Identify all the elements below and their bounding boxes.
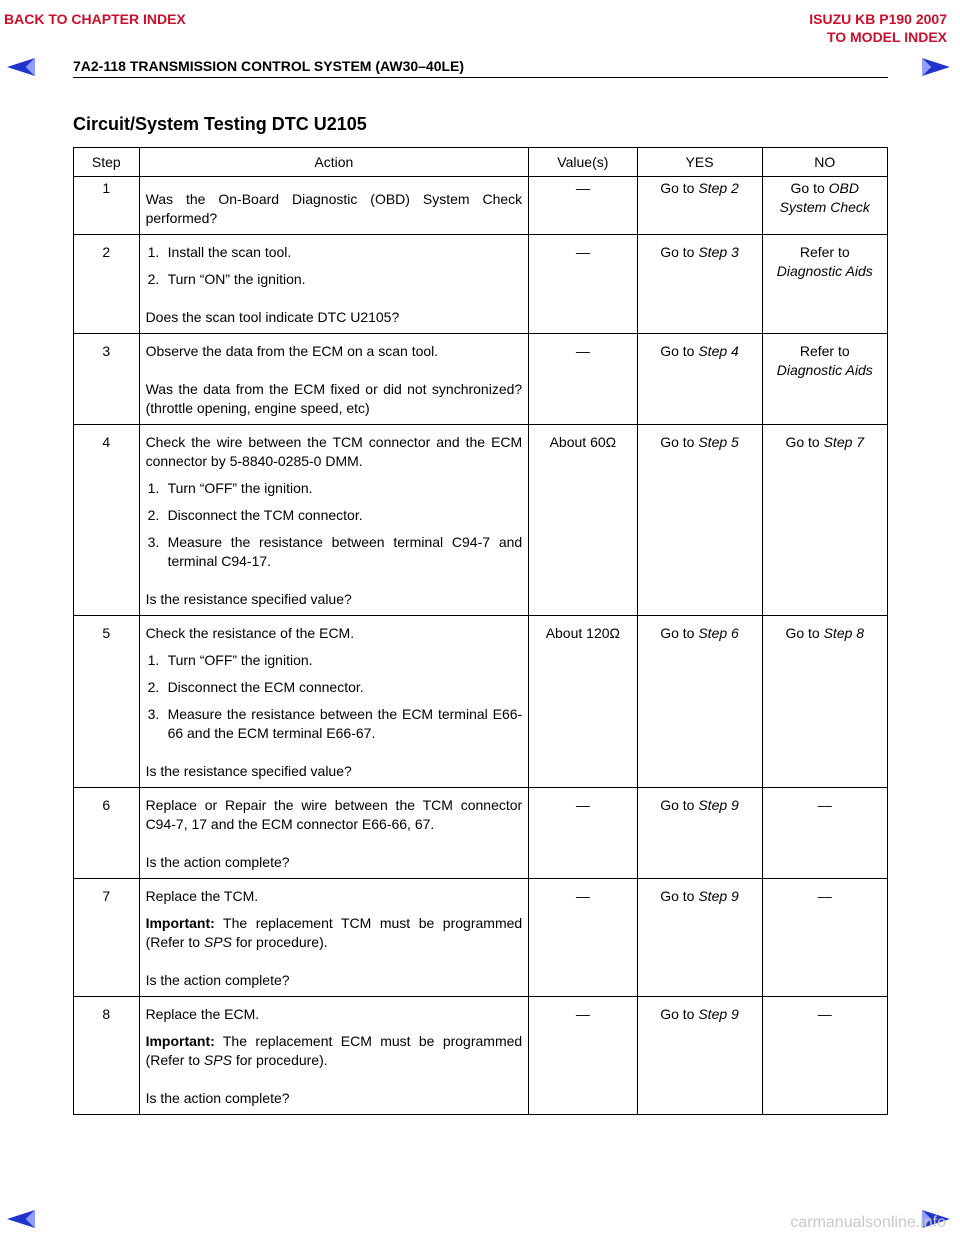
previous-page-arrow-bottom-icon[interactable] [6, 1208, 36, 1230]
step-number: 5 [74, 616, 140, 788]
model-title-link[interactable]: ISUZU KB P190 2007 [809, 11, 947, 27]
sps-reference-link[interactable]: SPS [203, 934, 232, 950]
yes-step-link[interactable]: Step 5 [698, 434, 739, 450]
section-title: Circuit/System Testing DTC U2105 [73, 114, 367, 134]
no-obd-system-check-link[interactable]: OBD System Check [779, 180, 870, 215]
yes-cell [637, 788, 762, 879]
yes-step-link[interactable]: Step 4 [698, 343, 739, 359]
action-substep: 1. Install the scan tool. [147, 244, 292, 260]
to-model-index-link[interactable]: TO MODEL INDEX [826, 29, 947, 45]
step-number: 4 [74, 425, 140, 616]
yes-cell [637, 616, 762, 788]
diagnostic-table [73, 147, 888, 1115]
column-header-action: Action [139, 148, 529, 177]
yes-prefix: Go to [660, 343, 699, 359]
step-number: 8 [74, 997, 140, 1115]
action-cell [139, 425, 529, 616]
yes-step-link[interactable]: Step 9 [698, 888, 739, 904]
important-note: Important: The replacement TCM must be programmed (Refer to SPS for procedure). [145, 915, 523, 950]
yes-prefix: Go to [660, 1006, 699, 1022]
important-note: Important: The replacement ECM must be programmed (Refer to SPS for procedure). [145, 1033, 523, 1068]
no-cell: — [762, 879, 887, 997]
no-prefix: Refer to [799, 343, 850, 359]
no-cell [762, 235, 887, 334]
table-row [74, 235, 888, 334]
action-intro: Observe the data from the ECM on a scan tool. [145, 343, 439, 359]
yes-prefix: Go to [660, 180, 699, 196]
yes-step-link[interactable]: Step 2 [698, 180, 739, 196]
no-cell [762, 334, 887, 425]
action-intro: Replace the TCM. [145, 888, 259, 904]
yes-cell [637, 425, 762, 616]
action-substep: 1. Turn “OFF” the ignition. [147, 652, 313, 668]
step-number: 7 [74, 879, 140, 997]
action-cell [139, 616, 529, 788]
action-substep: 2. Disconnect the ECM connector. [147, 679, 364, 695]
no-prefix: Refer to [799, 244, 850, 260]
no-diagnostic-aids-link[interactable]: Diagnostic Aids [776, 362, 873, 378]
table-row [74, 788, 888, 879]
action-question: Is the action complete? [145, 972, 290, 988]
next-page-arrow-icon[interactable] [921, 56, 951, 78]
column-header-step: Step [74, 148, 140, 177]
action-question: Is the resistance specified value? [145, 591, 352, 607]
yes-cell [637, 334, 762, 425]
table-row [74, 616, 888, 788]
no-cell [762, 616, 887, 788]
action-substep: 2. Disconnect the TCM connector. [147, 507, 363, 523]
step-number: 2 [74, 235, 140, 334]
yes-cell [637, 177, 762, 235]
no-prefix: Go to [785, 434, 824, 450]
action-substep: 2. Turn “ON” the ignition. [147, 271, 306, 287]
value-cell: About 60Ω [529, 425, 637, 616]
table-row [74, 425, 888, 616]
yes-step-link[interactable]: Step 9 [698, 1006, 739, 1022]
sps-reference-link[interactable]: SPS [203, 1052, 232, 1068]
header-divider [73, 77, 888, 78]
yes-prefix: Go to [660, 434, 699, 450]
action-substep: 3. Measure the resistance between the ECM terminal E66-66 and the ECM terminal E66-67. [147, 706, 523, 741]
yes-prefix: Go to [660, 625, 699, 641]
value-cell: — [529, 788, 637, 879]
value-cell: — [529, 177, 637, 235]
action-intro: Replace or Repair the wire between the TCM connector C94-7, 17 and the ECM connector E66-66, 67. [145, 797, 523, 832]
table-row [74, 334, 888, 425]
yes-step-link[interactable]: Step 6 [698, 625, 739, 641]
action-intro: Replace the ECM. [145, 1006, 260, 1022]
action-cell [139, 334, 529, 425]
no-cell: — [762, 788, 887, 879]
yes-step-link[interactable]: Step 3 [698, 244, 739, 260]
table-header-row [74, 148, 888, 177]
yes-prefix: Go to [660, 797, 699, 813]
column-header-yes: YES [637, 148, 762, 177]
table-row [74, 997, 888, 1115]
yes-prefix: Go to [660, 888, 699, 904]
yes-prefix: Go to [660, 244, 699, 260]
action-intro: Check the wire between the TCM connector and the ECM connector by 5-8840-0285-0 DMM. [145, 434, 523, 469]
yes-cell [637, 997, 762, 1115]
back-to-chapter-index-link[interactable]: BACK TO CHAPTER INDEX [4, 11, 186, 27]
action-question: Is the action complete? [145, 1090, 290, 1106]
action-question: Does the scan tool indicate DTC U2105? [145, 309, 400, 325]
table-row [74, 879, 888, 997]
action-question: Is the action complete? [145, 854, 290, 870]
action-substep: 1. Turn “OFF” the ignition. [147, 480, 313, 496]
action-substep: 3. Measure the resistance between terminal C94-7 and terminal C94-17. [147, 534, 523, 569]
no-prefix: Go to [790, 180, 829, 196]
no-diagnostic-aids-link[interactable]: Diagnostic Aids [776, 263, 873, 279]
yes-cell [637, 235, 762, 334]
yes-cell [637, 879, 762, 997]
action-cell [139, 235, 529, 334]
step-number: 3 [74, 334, 140, 425]
previous-page-arrow-icon[interactable] [6, 56, 36, 78]
no-step-link[interactable]: Step 7 [823, 434, 865, 450]
column-header-no: NO [762, 148, 887, 177]
action-question: Was the data from the ECM fixed or did not synchronized? (throttle opening, engine speed, etc) [145, 381, 523, 416]
value-cell: About 120Ω [529, 616, 637, 788]
no-prefix: Go to [785, 625, 824, 641]
action-cell [139, 788, 529, 879]
no-cell [762, 177, 887, 235]
value-cell: — [529, 235, 637, 334]
watermark: carmanualsonline.info [790, 1214, 946, 1231]
no-cell [762, 425, 887, 616]
value-cell: — [529, 997, 637, 1115]
table-row [74, 177, 888, 235]
step-number: 6 [74, 788, 140, 879]
action-cell [139, 177, 529, 235]
column-header-values: Value(s) [529, 148, 637, 177]
value-cell: — [529, 334, 637, 425]
no-step-link[interactable]: Step 8 [823, 625, 865, 641]
step-number: 1 [74, 177, 140, 235]
action-cell [139, 997, 529, 1115]
page-header: 7A2-118 TRANSMISSION CONTROL SYSTEM (AW30–40LE) [73, 58, 465, 74]
action-question: Is the resistance specified value? [145, 763, 352, 779]
yes-step-link[interactable]: Step 9 [698, 797, 739, 813]
action-intro: Check the resistance of the ECM. [145, 625, 355, 641]
action-cell [139, 879, 529, 997]
no-cell: — [762, 997, 887, 1115]
value-cell: — [529, 879, 637, 997]
action-question: Was the On-Board Diagnostic (OBD) System Check performed? [145, 191, 523, 226]
